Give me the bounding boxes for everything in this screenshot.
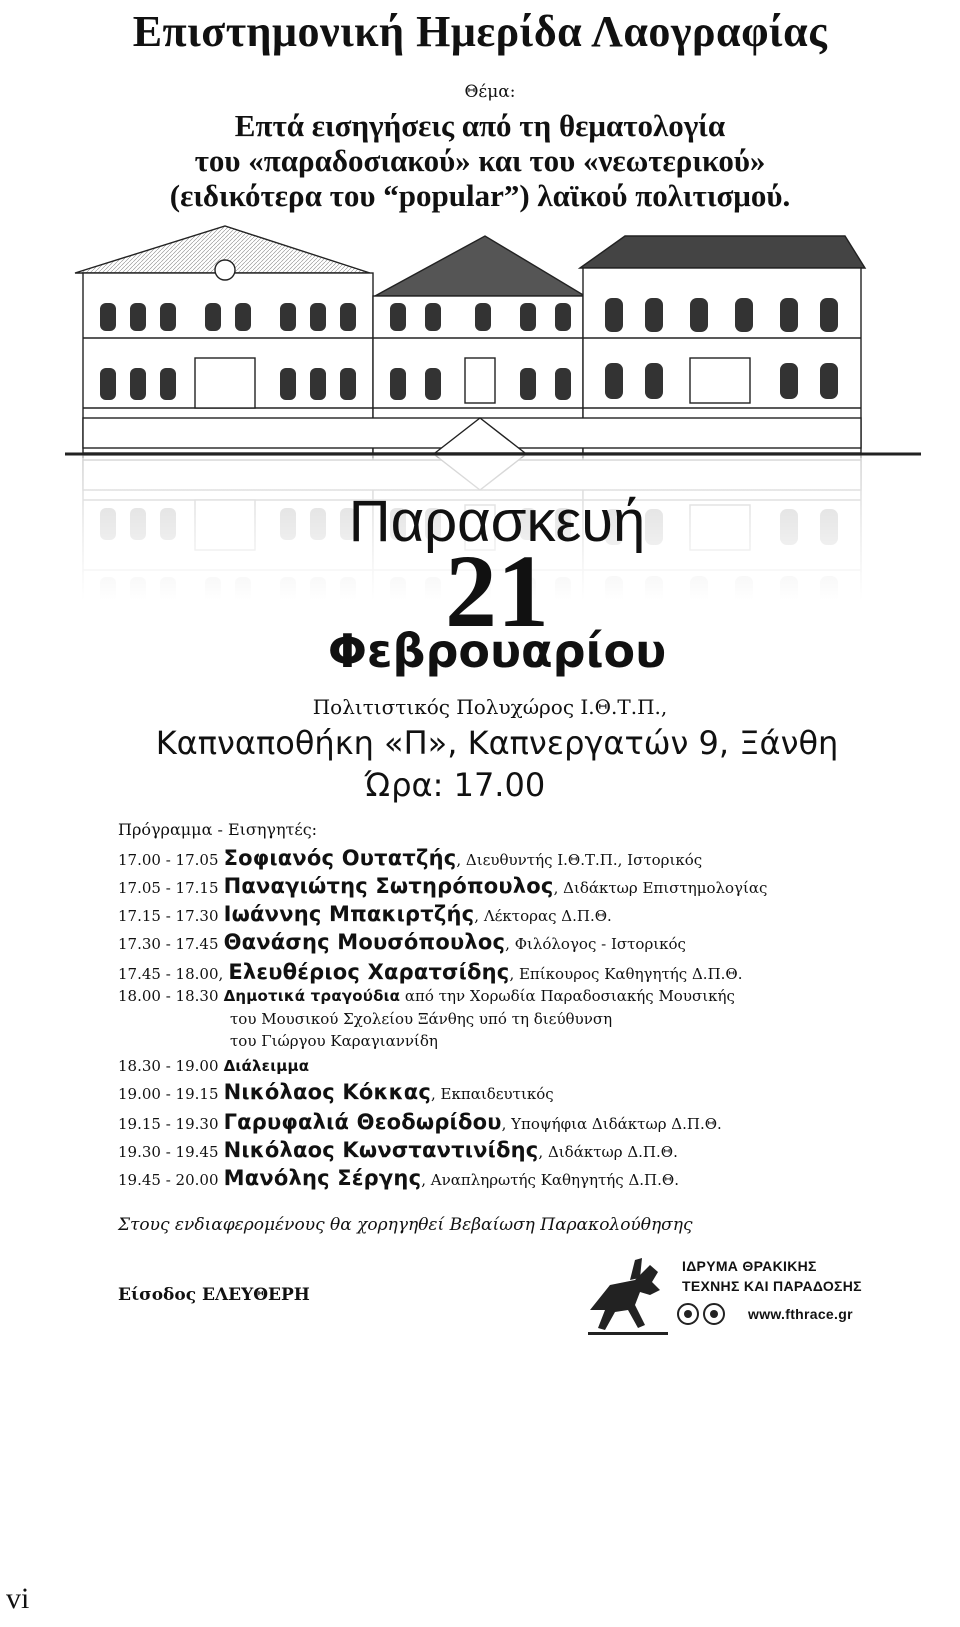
program-item: 17.00 - 17.05 Σοφιανός Ουτατζής, Διευθυντής Ι.Θ.Τ.Π., Ιστορικός <box>118 846 703 870</box>
program-item: 19.15 - 19.30 Γαρυφαλιά Θεοδωρίδου, Υποψήφια Διδάκτωρ Δ.Π.Θ. <box>118 1110 722 1134</box>
program-item-choir: 18.00 - 18.30 Δημοτικά τραγούδια από την Χορωδία Παραδοσιακής Μουσικής <box>118 987 735 1005</box>
event-day: Παρασκευή <box>348 489 646 554</box>
venue-address: Καπναποθήκη «Π», Καπνεργατών 9, Ξάνθη <box>155 724 839 762</box>
theme-line-2: του «παραδοσιακού» και του «νεωτερικού» <box>194 143 766 178</box>
program-item: 17.05 - 17.15 Παναγιώτης Σωτηρόπουλος, Διδάκτωρ Επιστημολογίας <box>118 874 768 898</box>
theme-line-3: (ειδικότερα του “popular”) λαϊκού πολιτισμού. <box>169 178 791 213</box>
attendance-certificate-note: Στους ενδιαφερομένους θα χορηγηθεί Βεβαίωση Παρακολούθησης <box>118 1215 693 1235</box>
page-number: vi <box>6 1582 30 1615</box>
program-item: 17.15 - 17.30 Ιωάννης Μπακιρτζής, Λέκτορας Δ.Π.Θ. <box>118 902 612 926</box>
horseman-emblem-icon <box>580 1250 675 1340</box>
logo-line-2: ΤΕΧΝΗΣ ΚΑΙ ΠΑΡΑΔΟΣΗΣ <box>682 1278 862 1294</box>
partner-seals-icon <box>676 1302 746 1326</box>
program-item: 17.30 - 17.45 Θανάσης Μουσόπουλος, Φιλόλογος - Ιστορικός <box>118 930 686 954</box>
program-item: 19.45 - 20.00 Μανόλης Σέργης, Αναπληρωτής Καθηγητής Δ.Π.Θ. <box>118 1166 679 1190</box>
foundation-logo <box>580 1250 880 1340</box>
program-heading: Πρόγραμμα - Εισηγητές: <box>118 820 318 839</box>
program-item: 19.00 - 19.15 Νικόλαος Κόκκας, Εκπαιδευτικός <box>118 1080 554 1104</box>
venue-name: Πολιτιστικός Πολυχώρος Ι.Θ.Τ.Π., <box>312 695 668 719</box>
logo-website[interactable]: www.fthrace.gr <box>748 1306 853 1322</box>
program-item: 17.45 - 18.00, Ελευθέριος Χαρατσίδης, Επίκουρος Καθηγητής Δ.Π.Θ. <box>118 960 743 984</box>
free-entry-note: Είσοδος ΕΛΕΥΘΕΡΗ <box>118 1285 310 1305</box>
choir-details: του Μουσικού Σχολείου Ξάνθης υπό τη διεύθυνση του Γιώργου Καραγιαννίδη <box>230 1010 613 1050</box>
theme-line-1: Επτά εισηγήσεις από τη θεματολογία <box>234 108 726 143</box>
event-title: Επιστημονική Ημερίδα Λαογραφίας <box>132 7 828 56</box>
logo-line-1: ΙΔΡΥΜΑ ΘΡΑΚΙΚΗΣ <box>682 1258 817 1274</box>
theme-label: Θέμα: <box>464 82 516 102</box>
event-month: Φεβρουαρίου <box>327 624 667 678</box>
event-time: Ώρα: 17.00 <box>364 766 546 804</box>
program-item-break: 18.30 - 19.00 Διάλειμμα <box>118 1057 310 1075</box>
event-date-number: 21 <box>445 534 549 649</box>
program-item: 19.30 - 19.45 Νικόλαος Κωνσταντινίδης, Διδάκτωρ Δ.Π.Θ. <box>118 1138 678 1162</box>
